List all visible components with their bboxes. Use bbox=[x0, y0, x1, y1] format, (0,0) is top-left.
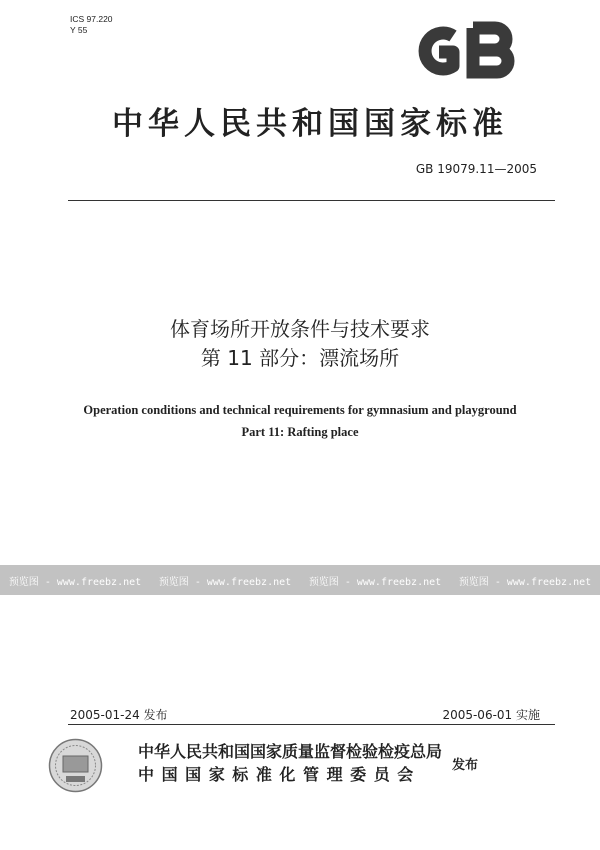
class-code: Y 55 bbox=[70, 25, 88, 35]
title-en-line2: Part 11: Rafting place bbox=[241, 425, 359, 439]
watermark-text: 预览图 - www.freebz.net bbox=[308, 576, 442, 588]
watermark-text: 预览图 - www.freebz.net bbox=[458, 576, 592, 588]
official-seal-icon bbox=[48, 738, 103, 793]
watermark-band bbox=[0, 565, 600, 595]
standard-number: GB 19079.11—2005 bbox=[415, 162, 537, 176]
footer-divider bbox=[68, 724, 555, 725]
title-en-line1: Operation conditions and technical requirements for gymnasium and playground bbox=[83, 403, 517, 417]
ics-code: ICS 97.220 bbox=[70, 14, 113, 24]
implementation-date: 2005-06-01 实施 bbox=[442, 708, 540, 722]
issue-date: 2005-01-24 发布 bbox=[70, 708, 168, 722]
watermark-text: 预览图 - www.freebz.net bbox=[8, 576, 142, 588]
issuer-line1: 中华人民共和国国家质量监督检验检疫总局 bbox=[138, 742, 443, 761]
watermark-text: 预览图 - www.freebz.net bbox=[158, 576, 292, 588]
header-divider bbox=[68, 200, 555, 201]
org-title: 中华人民共和国国家标准 bbox=[112, 106, 508, 142]
issuer-line2: 中 国 国 家 标 准 化 管 理 委 员 会 bbox=[138, 765, 415, 784]
gb-logo bbox=[405, 20, 525, 80]
classification-codes bbox=[70, 14, 113, 36]
title-cn-line1: 体育场所开放条件与技术要求 bbox=[170, 317, 430, 341]
title-cn-line2: 第 11 部分：漂流场所 bbox=[200, 346, 400, 370]
publish-label: 发布 bbox=[452, 758, 479, 773]
